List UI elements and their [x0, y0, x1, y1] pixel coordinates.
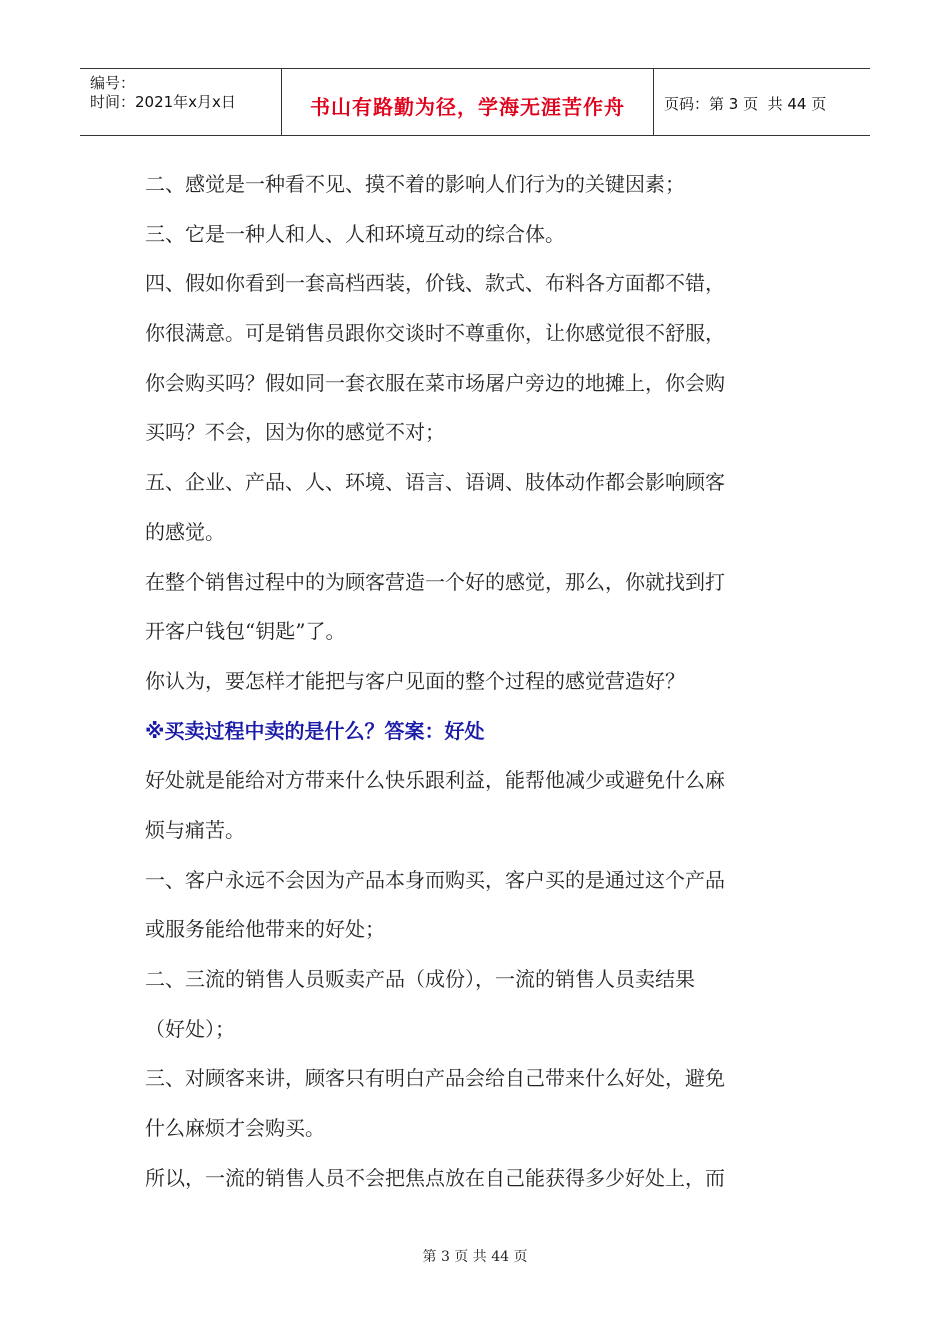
text-line: 二、感觉是一种看不见、摸不着的影响人们行为的关键因素；	[145, 172, 685, 196]
text-line: （好处）；	[145, 1016, 235, 1041]
text-line: 你认为，要怎样才能把与客户见面的整个过程的感觉营造好？	[145, 668, 685, 693]
text-line: 在整个销售过程中的为顾客营造一个好的感觉，那么，你就找到打	[145, 569, 725, 594]
text-line: 所以，一流的销售人员不会把焦点放在自己能获得多少好处上，而	[145, 1165, 725, 1190]
header-meta	[80, 69, 282, 136]
body-text	[145, 160, 815, 1203]
text-line: 一、客户永远不会因为产品本身而购买，客户买的是通过这个产品	[145, 867, 725, 892]
header-page-cell	[654, 69, 870, 136]
motto: 书山有路勤为径，学海无涯苦作舟	[310, 95, 625, 119]
text-line: 三、对顾客来讲，顾客只有明白产品会给自己带来什么好处，避免	[145, 1066, 725, 1091]
text-line: 买吗？不会，因为你的感觉不对；	[145, 420, 445, 445]
text-line: 好处就是能给对方带来什么快乐跟利益，能帮他减少或避免什么麻	[145, 768, 725, 793]
time-label: 时间：2021年x月x日	[90, 93, 236, 111]
text-line: 三、它是一种人和人、人和环境互动的综合体。	[145, 221, 565, 246]
section-heading: ※买卖过程中卖的是什么？答案：好处	[145, 718, 485, 743]
text-line: 烦与痛苦。	[145, 817, 245, 842]
page-number-label: 页码：第 3 页 共 44 页	[664, 95, 827, 113]
number-label: 编号：	[90, 74, 136, 92]
text-line: 什么麻烦才会购买。	[145, 1116, 325, 1141]
text-line: 五、企业、产品、人、环境、语言、语调、肢体动作都会影响顾客	[145, 470, 725, 495]
text-line: 或服务能给他带来的好处；	[145, 917, 385, 942]
header-motto-cell	[282, 69, 654, 136]
page-footer: 第 3 页 共 44 页	[422, 1249, 528, 1265]
text-line: 的感觉。	[145, 519, 225, 544]
text-line: 你很满意。可是销售员跟你交谈时不尊重你，让你感觉很不舒服，	[145, 321, 725, 346]
text-line: 你会购买吗？假如同一套衣服在菜市场屠户旁边的地摊上，你会购	[145, 370, 725, 395]
page-header	[80, 68, 870, 136]
text-line: 开客户钱包“钥匙”了。	[145, 619, 346, 644]
text-line: 四、假如你看到一套高档西装，价钱、款式、布料各方面都不错，	[145, 271, 725, 296]
text-line: 二、三流的销售人员贩卖产品（成份），一流的销售人员卖结果	[145, 967, 695, 991]
